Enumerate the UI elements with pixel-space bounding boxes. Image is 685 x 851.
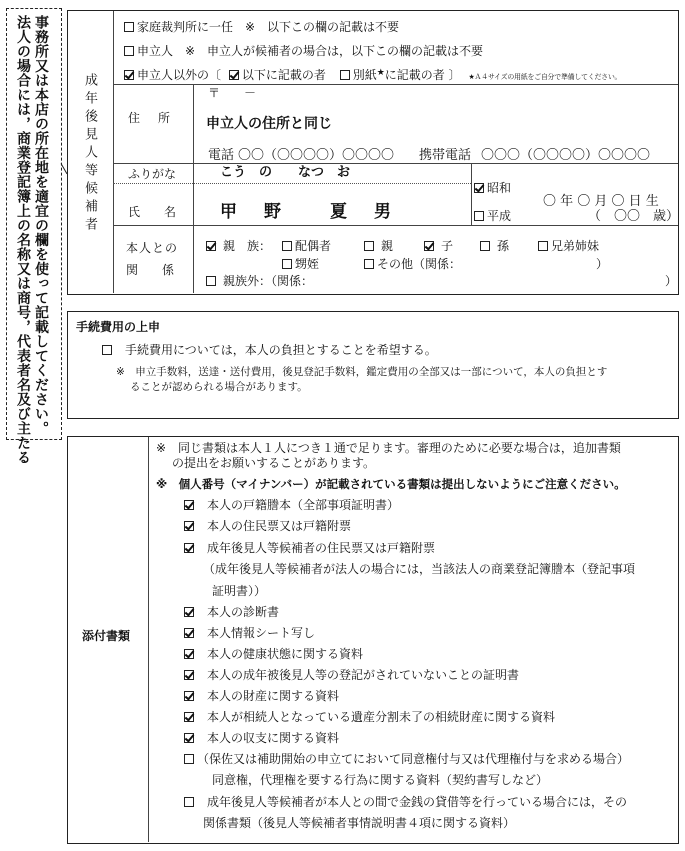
- era-showa[interactable]: 昭和: [474, 181, 511, 195]
- address-value[interactable]: 申立人の住所と同じ: [206, 116, 332, 132]
- checkbox-showa[interactable]: [474, 183, 484, 193]
- relation-other[interactable]: その他（関係：: [364, 257, 461, 271]
- corporate-note-line-2: 事務所又は本店の所在地を適宜の欄を使って記載してください。: [33, 15, 49, 436]
- relation-other-close: ）: [596, 257, 609, 271]
- guardian-header: 成年後見人等候補者: [82, 73, 97, 235]
- checkbox-nephew[interactable]: [282, 259, 292, 269]
- checkbox-heisei[interactable]: [474, 211, 484, 221]
- name-label: 氏 名: [128, 205, 177, 219]
- a4-note: ★Ａ４サイズの用紙をご自分で準備してください。: [468, 73, 622, 81]
- checkbox-other[interactable]: [124, 70, 134, 80]
- checkbox-parent[interactable]: [364, 241, 374, 251]
- checkbox-item-12[interactable]: [184, 797, 194, 807]
- fees-option[interactable]: 手続費用については，本人の負担とすることを希望する。: [102, 343, 437, 357]
- attachment-item-1[interactable]: 本人の戸籍謄本（全部事項証明書）: [184, 498, 399, 512]
- relation-sibling[interactable]: 兄弟姉妹: [538, 239, 599, 253]
- checkbox-relative[interactable]: [206, 241, 216, 251]
- furigana-label: ふりがな: [128, 167, 177, 181]
- checkbox-fees[interactable]: [102, 345, 112, 355]
- fees-title: 手続費用の上申: [76, 320, 161, 334]
- checkbox-item-10[interactable]: [184, 733, 194, 743]
- checkbox-item-3[interactable]: [184, 543, 194, 553]
- attachment-item-3[interactable]: 成年後見人等候補者の住民票又は戸籍附票: [184, 541, 435, 555]
- furigana-value[interactable]: こう の なつ お: [220, 165, 351, 180]
- postal-code[interactable]: 〒 －: [208, 86, 257, 100]
- attachment-item-7[interactable]: 本人の成年被後見人等の登記がされていないことの証明書: [184, 668, 519, 682]
- attachment-item-9[interactable]: 本人が相続人となっている遺産分割未了の相続財産に関する資料: [184, 710, 555, 724]
- checkbox-nonrelative[interactable]: [206, 276, 216, 286]
- mynumber-warning: ※ 個人番号（マイナンバー）が記載されている書類は提出しないようにご注意ください。: [156, 477, 626, 491]
- guardian-section: [67, 10, 679, 295]
- attachment-item-12-sub: 関係書類（後見人等候補者事情説明書４項に関する資料）: [203, 816, 516, 830]
- era-heisei[interactable]: 平成: [474, 209, 511, 223]
- attachment-item-11[interactable]: （保佐又は補助開始の申立てにおいて同意権付与又は代理権付与を求める場合）: [184, 752, 629, 766]
- option-petitioner[interactable]: 申立人 ※ 申立人が候補者の場合は，以下この欄の記載は不要: [124, 44, 483, 58]
- attachments-section: [67, 436, 679, 844]
- checkbox-below[interactable]: [229, 70, 239, 80]
- attachment-item-3-sub-2: 証明書））: [212, 584, 267, 598]
- corporate-note-line-1: 法人の場合には，商業登記簿上の名称又は商号，代表者名及び主たる: [15, 15, 31, 465]
- relation-spouse[interactable]: 配偶者: [282, 239, 331, 253]
- checkbox-item-2[interactable]: [184, 521, 194, 531]
- checkbox-item-4[interactable]: [184, 607, 194, 617]
- fees-note-2: ることが認められる場合があります。: [130, 381, 308, 393]
- attachment-item-5[interactable]: 本人情報シート写し: [184, 626, 315, 640]
- relation-relative[interactable]: 親 族：: [206, 239, 271, 253]
- checkbox-sibling[interactable]: [538, 241, 548, 251]
- corporate-note-box: [6, 8, 62, 465]
- attachment-item-2[interactable]: 本人の住民票又は戸籍附票: [184, 519, 351, 533]
- checkbox-other-relation[interactable]: [364, 259, 374, 269]
- attachment-item-3-sub-1: （成年後見人等候補者が法人の場合には，当該法人の商業登記簿謄本（登記事項: [203, 562, 636, 576]
- name-value[interactable]: 甲 野 夏 男: [220, 202, 396, 222]
- relation-label-1: 本人との: [126, 241, 179, 255]
- phone[interactable]: 電話 〇〇（〇〇〇〇）〇〇〇〇: [208, 148, 395, 163]
- checkbox-item-7[interactable]: [184, 670, 194, 680]
- checkbox-item-6[interactable]: [184, 649, 194, 659]
- relation-nonrelative-close: ）: [665, 274, 678, 288]
- relation-nephew[interactable]: 甥姪: [282, 257, 319, 271]
- address-label: 住 所: [128, 111, 174, 125]
- option-court[interactable]: 家庭裁判所に一任 ※ 以下この欄の記載は不要: [124, 20, 399, 34]
- relation-child[interactable]: 子: [424, 239, 453, 253]
- relation-label-2: 関 係: [126, 263, 175, 277]
- attachments-note-1b: の提出をお願いすることがあります。: [172, 456, 376, 470]
- checkbox-court[interactable]: [124, 22, 134, 32]
- relation-parent[interactable]: 親: [364, 239, 393, 253]
- checkbox-child[interactable]: [424, 241, 434, 251]
- relation-nonrelative[interactable]: 親族外：（関係：: [206, 274, 313, 288]
- mobile-phone[interactable]: 携帯電話 〇〇〇（〇〇〇〇）〇〇〇〇: [419, 148, 651, 163]
- checkbox-item-11[interactable]: [184, 754, 194, 764]
- attachments-note-1a: ※ 同じ書類は本人１人につき１通で足ります。審理のために必要な場合は，追加書類: [156, 441, 621, 455]
- attachment-item-10[interactable]: 本人の収支に関する資料: [184, 731, 339, 745]
- attachment-item-8[interactable]: 本人の財産に関する資料: [184, 689, 339, 703]
- checkbox-item-5[interactable]: [184, 628, 194, 638]
- attachments-label: 添付書類: [82, 629, 131, 643]
- age[interactable]: （ 〇〇 歳）: [588, 209, 680, 224]
- attachment-item-11-sub: 同意権，代理権を要する行為に関する資料（契約書写しなど）: [212, 773, 549, 787]
- attachment-item-6[interactable]: 本人の健康状態に関する資料: [184, 647, 363, 661]
- checkbox-spouse[interactable]: [282, 241, 292, 251]
- checkbox-item-8[interactable]: [184, 691, 194, 701]
- birth-date[interactable]: 〇 年 〇 月 〇 日 生: [543, 194, 659, 209]
- attachment-item-4[interactable]: 本人の診断書: [184, 605, 279, 619]
- checkbox-item-1[interactable]: [184, 500, 194, 510]
- checkbox-petitioner[interactable]: [124, 46, 134, 56]
- relation-grandchild[interactable]: 孫: [480, 239, 509, 253]
- fees-section: [67, 311, 679, 419]
- checkbox-item-9[interactable]: [184, 712, 194, 722]
- option-other[interactable]: 申立人以外の〔 以下に記載の者 別紙★に記載の者 〕 ★Ａ４サイズの用紙をご自分で準備してください。: [124, 66, 621, 84]
- checkbox-grandchild[interactable]: [480, 241, 490, 251]
- attachment-item-12[interactable]: 成年後見人等候補者が本人との間で金銭の貸借等を行っている場合には，その: [184, 795, 627, 809]
- checkbox-separate[interactable]: [340, 70, 350, 80]
- fees-note-1: ※ 申立手数料，送達・送付費用，後見登記手数料，鑑定費用の全部又は一部について，本人の負担とす: [116, 366, 608, 378]
